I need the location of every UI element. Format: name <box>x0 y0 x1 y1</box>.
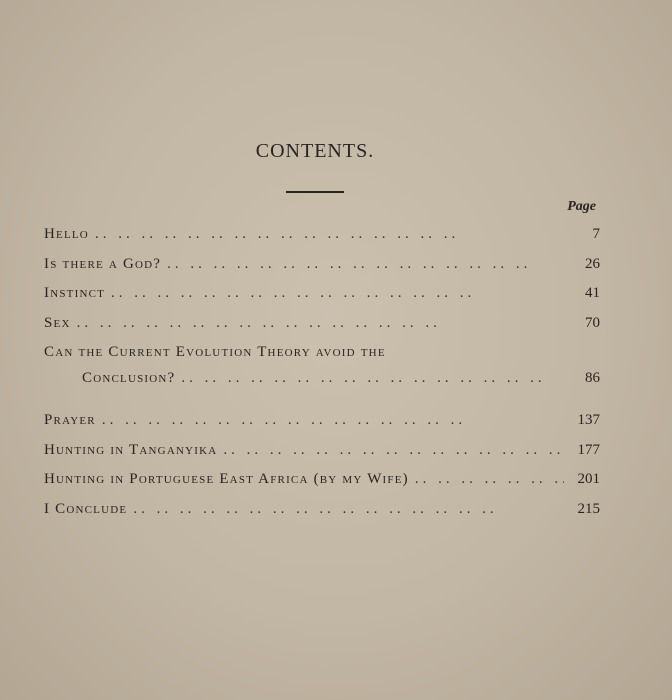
leader-dots <box>127 501 564 518</box>
contents-entry <box>44 285 600 315</box>
contents-entry <box>44 315 600 345</box>
entry-page: 177 <box>577 441 600 458</box>
entry-title: Instinct <box>44 285 106 301</box>
entry-title-line2: Conclusion? <box>82 370 176 386</box>
entry-title: Sex <box>44 314 71 331</box>
entry-continuation <box>44 370 600 387</box>
entry-page: 70 <box>585 314 600 331</box>
leader-dots <box>89 226 564 243</box>
leader-dots <box>105 285 564 302</box>
leader-dots <box>71 315 564 332</box>
entry-page: 86 <box>585 370 600 386</box>
page-column-label: Page <box>567 199 596 214</box>
contents-entry <box>44 501 600 531</box>
contents-heading: CONTENTS. <box>255 140 375 162</box>
contents-list <box>44 226 600 530</box>
leader-dots <box>175 370 564 387</box>
contents-entry <box>44 344 600 412</box>
contents-entry <box>44 226 600 256</box>
leader-dots <box>217 442 564 459</box>
entry-page: 137 <box>577 412 600 428</box>
entry-title: Hunting in Tanganyika <box>44 441 218 458</box>
leader-dots <box>161 256 564 273</box>
heading-rule <box>286 191 344 193</box>
entry-title: Hello <box>44 226 89 242</box>
entry-title: Hunting in Portuguese East Africa (by my Wife) <box>44 471 409 487</box>
contents-entry <box>44 471 600 501</box>
entry-page: 26 <box>585 255 600 272</box>
entry-page: 201 <box>577 471 600 487</box>
entry-title: Prayer <box>44 412 96 428</box>
entry-page: 215 <box>577 500 600 517</box>
contents-entry <box>44 442 600 472</box>
entry-title: I Conclude <box>44 500 128 517</box>
entry-title: Can the Current Evolution Theory avoid the <box>44 344 386 360</box>
leader-dots <box>409 471 564 488</box>
entry-title: Is there a God? <box>44 255 162 272</box>
entry-page: 7 <box>592 226 600 242</box>
contents-entry <box>44 256 600 286</box>
leader-dots <box>96 412 564 429</box>
contents-entry <box>44 412 600 442</box>
entry-page: 41 <box>585 285 600 301</box>
